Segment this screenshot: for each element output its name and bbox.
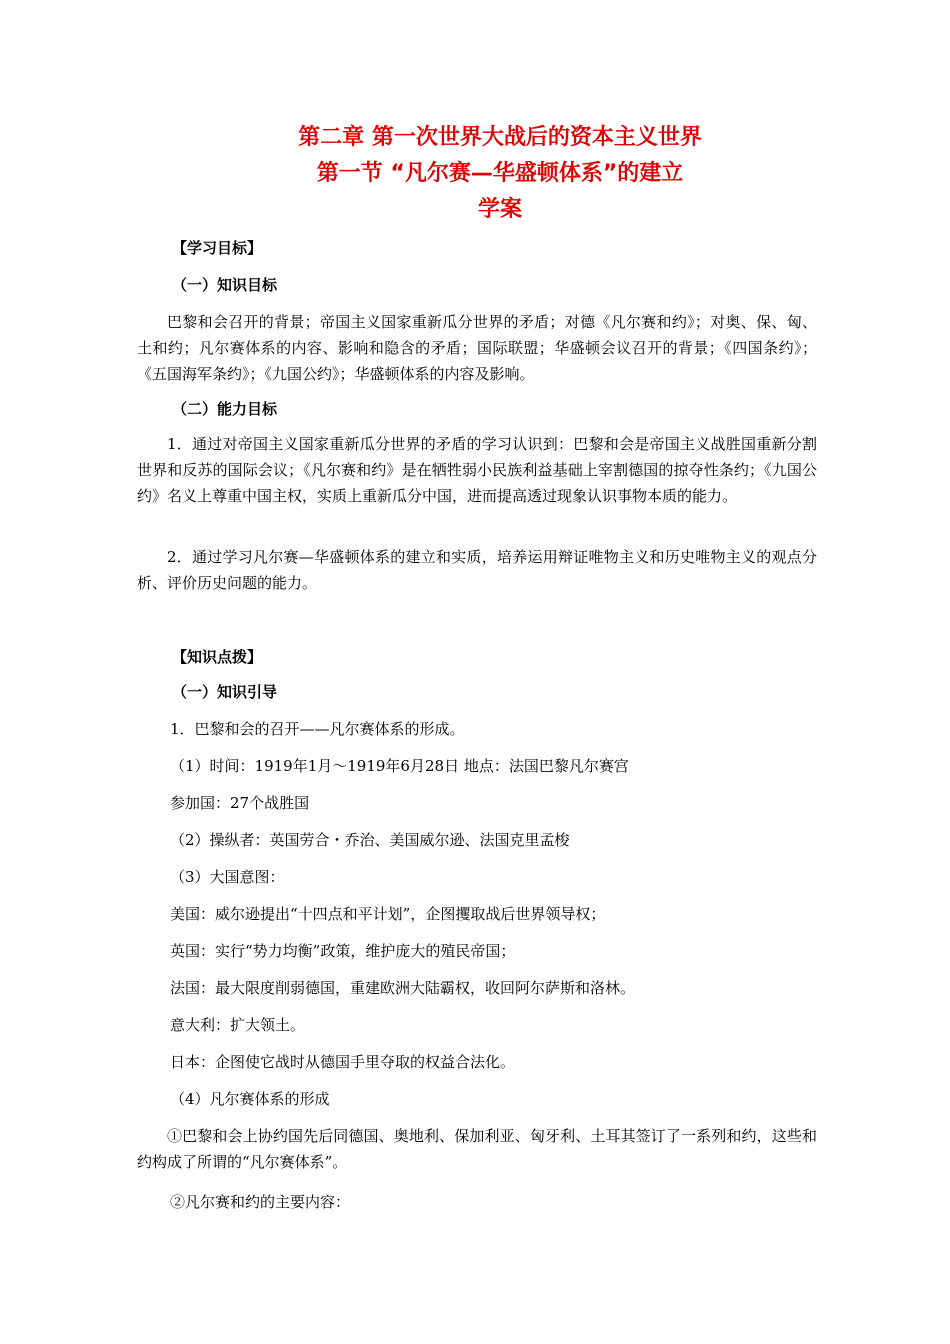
knowledge-intro-heading: （一）知识引导 (172, 683, 278, 701)
guidance-line: （3）大国意图： (170, 868, 285, 886)
ability-goal-heading: （二）能力目标 (172, 400, 278, 418)
treaties-paragraph: ①巴黎和会上协约国先后同德国、奥地利、保加利亚、匈牙利、土耳其签订了一系列和约，这些和约构成了所谓的“凡尔赛体系”。 (137, 1127, 817, 1171)
knowledge-goal-heading: （一）知识目标 (172, 276, 278, 294)
main-content-line: ②凡尔赛和约的主要内容： (170, 1193, 351, 1211)
guidance-line: 英国：实行“势力均衡”政策，维护庞大的殖民帝国； (170, 942, 516, 960)
guidance-line: 参加国：27个战胜国 (170, 794, 310, 812)
title-block (0, 120, 950, 228)
guidance-line: （2）操纵者：英国劳合・乔治、美国威尔逊、法国克里孟梭 (170, 831, 570, 849)
guidance-line: 日本：企图使它战时从德国手里夺取的权益合法化。 (170, 1053, 516, 1071)
guidance-line: 法国：最大限度削弱德国，重建欧洲大陆霸权，收回阿尔萨斯和洛林。 (170, 979, 636, 997)
doc-type-title: 学案 (477, 197, 522, 222)
guidance-line: 美国：威尔逊提出“十四点和平计划”，企图攫取战后世界领导权； (170, 905, 606, 923)
objectives-heading: 【学习目标】 (172, 239, 263, 257)
section-title: 第一节 “凡尔赛—华盛顿体系”的建立 (316, 161, 684, 186)
guidance-line: 1．巴黎和会的召开——凡尔赛体系的形成。 (170, 720, 465, 738)
guidance-heading: 【知识点拨】 (172, 648, 263, 666)
guidance-line: （4）凡尔赛体系的形成 (170, 1090, 330, 1108)
ability-goal-item-2: 2．通过学习凡尔赛—华盛顿体系的建立和实质，培养运用辩证唯物主义和历史唯物主义的观点分析、评价历史问题的能力。 (137, 548, 817, 592)
knowledge-goal-text: 巴黎和会召开的背景；帝国主义国家重新瓜分世界的矛盾；对德《凡尔赛和约》；对奥、保、匈、土和约；凡尔赛体系的内容、影响和隐含的矛盾；国际联盟；华盛顿会议召开的背景；《四国条约》；《五国海军条约》；《九国公约》；华盛顿体系的内容及影响。 (137, 313, 817, 383)
guidance-line: 意大利：扩大领土。 (170, 1016, 306, 1034)
guidance-line: （1）时间：1919年1月～1919年6月28日 地点：法国巴黎凡尔赛宫 (170, 757, 629, 775)
chapter-title: 第二章 第一次世界大战后的资本主义世界 (298, 125, 702, 150)
ability-goal-item-1: 1．通过对帝国主义国家重新瓜分世界的矛盾的学习认识到：巴黎和会是帝国主义战胜国重新分割世界和反苏的国际会议；《凡尔赛和约》是在牺牲弱小民族利益基础上宰割德国的掠夺性条约；《九国公约》名义上尊重中国主权，实质上重新瓜分中国，进而提高透过现象认识事物本质的能力。 (137, 435, 817, 505)
